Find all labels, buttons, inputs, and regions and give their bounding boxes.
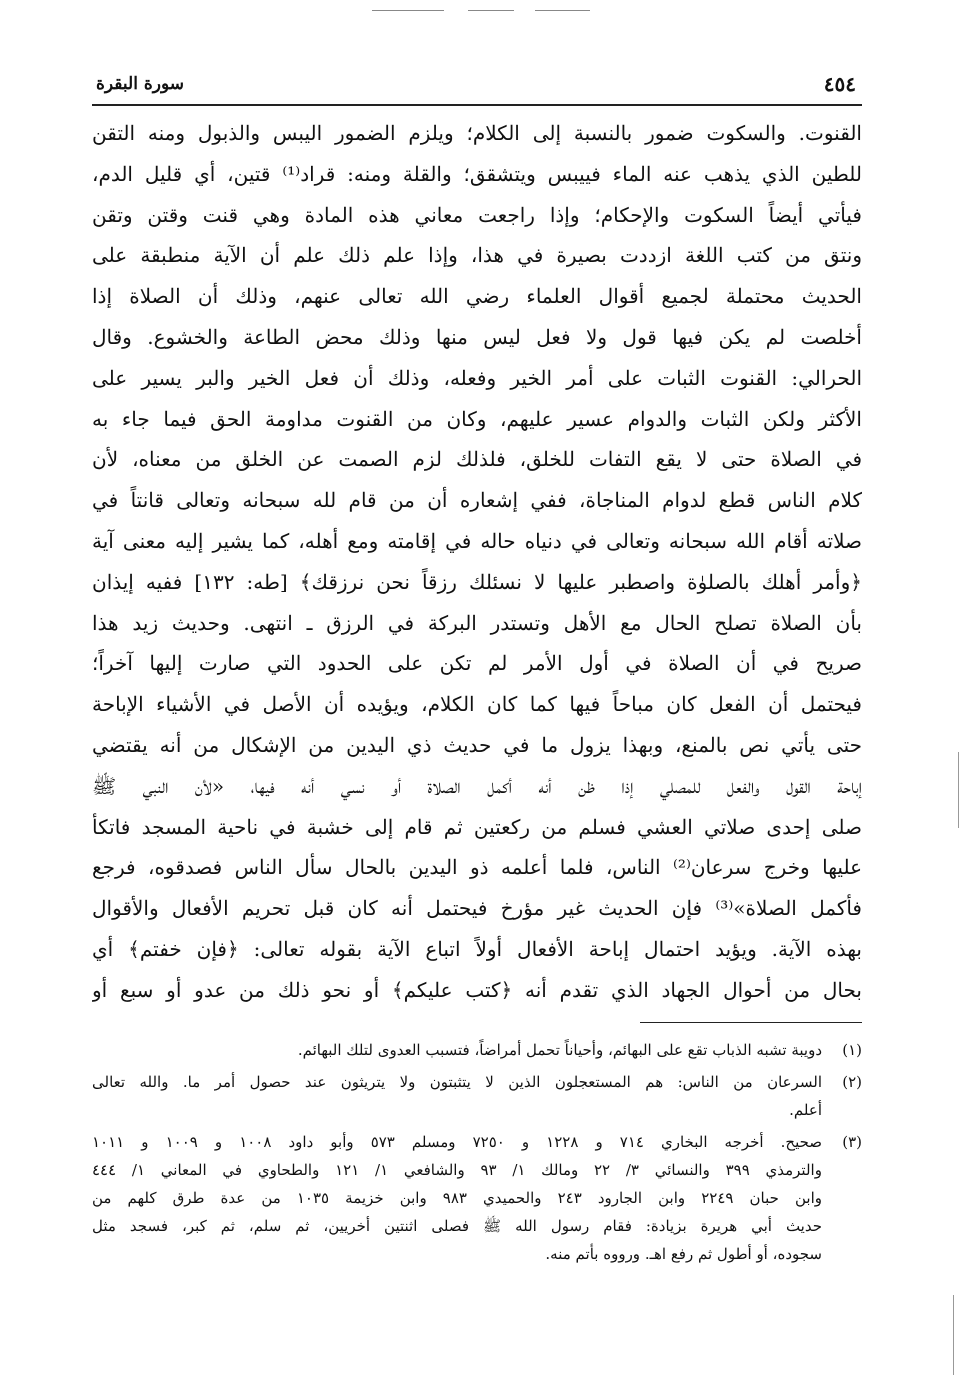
top-rule (535, 10, 590, 11)
text-line: القنوت. والسكوت ضمور بالنسبة إلى الكلام؛ ويلزم الضمور اليبس والذبول ومنه التقن (92, 121, 862, 145)
scan-edge-mark (958, 752, 959, 828)
footnote-line: أعلم. (789, 1101, 822, 1119)
text-line: صريح في أن الصلاة في أول الأمر لم تكن على الحدود التي صارت إليها آخراً؛ (92, 651, 862, 676)
footnote-text (92, 1068, 822, 1124)
text-line: فيحتمل أن الفعل كان مباحاً فيها كما كان الكلام، ويؤيده أن الأصل في الأشياء الإباحة (92, 692, 862, 717)
footnote (92, 1036, 862, 1064)
text-line: أخلصت لم يكن فيها قول ولا فعل ليس منها وذلك محض الطاعة والخشوع. وقال (92, 324, 862, 349)
footnote-line: سجوده، أو أطول ثم رفع اهـ. ورووه بأتم منه. (545, 1245, 822, 1263)
text-line: صلاته أقام الله سبحانه وتعالى في دنياه حاله في إقامته ومع أهله، كما يشير إليه معنى آية (92, 528, 862, 553)
text-line: فأكمل الصلاة»⁽³⁾ فإن الحديث غير مؤرخ فيحتمل أنه كان قبل تحريم الأفعال والأقوال (92, 896, 862, 921)
page-number: ٤٥٤ (823, 72, 856, 96)
footnote-text (92, 1036, 822, 1064)
page-header (92, 68, 862, 104)
text-line: بهذه الآية. ويؤيد احتمال إباحة الأفعال أولاً اتباع الآية بقوله تعالى: ﴿فإن خفتم﴾ أي (92, 936, 862, 961)
header-divider (92, 104, 862, 106)
main-text (92, 113, 862, 1011)
text-line: للطين الذي يذهب عنه الماء فييبس ويتشقق؛ والقلة ومنه: قراد⁽¹⁾ قتين، أي قليل الدم، (92, 161, 862, 186)
footnote-line: والترمذي ٣٩٩ والنسائي ٣/ ٢٢ ومالك ١/ ٩٣ والشافعي ١/ ١٢١ والطحاوي في المعاني ١/ ٤٤٤ (92, 1161, 822, 1179)
text-line: الحرالي: القنوت الثبات على أمر الخير وفعله، وذلك أن فعل الخير والبر يسير على (92, 365, 862, 390)
footnote-line: حديث أبي هريرة بزيادة: فقام رسول الله ﷺ فصلى اثنتين أخريين، ثم سلم، ثم كبر، فسجد مثل (92, 1217, 822, 1235)
footnote (92, 1068, 862, 1124)
text-line: ونتق من كتب اللغة ازددت بصيرة في هذا، وإذا علم ذلك علم أن الآية منطبقة على (92, 243, 862, 268)
top-rule (372, 10, 444, 11)
footnote-line: دويبة تشبه الذباب تقع على البهائم، وأحياناً تحمل أمراضاً، فتسبب العدوى لتلك البهائم. (297, 1041, 822, 1059)
running-title: سورة البقرة (96, 74, 184, 94)
text-line: صلى إحدى صلاتي العشي فسلم من ركعتين ثم قام إلى خشبة في ناحية المسجد فاتكأ (92, 814, 862, 839)
text-line: في الصلاة حتى لا يقع التفات للخلق، فلذلك لزم الصمت عن الخلق من معناه، لأن (92, 447, 862, 472)
footnote-divider (640, 1022, 862, 1023)
footnote-number: (١) (842, 1041, 862, 1059)
footnote-number: (٣) (842, 1133, 862, 1151)
text-line: حتى يأتي نص بالمنع، وبهذا يزول ما في حديث ذي اليدين من الإشكال من أنه يقتضي (92, 732, 862, 757)
footnote-text (92, 1128, 822, 1268)
top-rule (468, 10, 514, 11)
footnote-line: وابن حبان ٢٢٤٩ وابن الجارود ٢٤٣ والحميدي ٩٨٣ وابن خزيمة ١٠٣٥ من عدة طرق كلهم من (92, 1189, 822, 1207)
footnotes (92, 1036, 862, 1272)
footnote-number: (٢) (842, 1073, 862, 1091)
text-line: فيأتي أيضاً السكوت والإحكام؛ وإذا راجعت معاني هذه المادة وهي قنت وقتن وتقن (92, 202, 862, 227)
footnote-line: السرعان من الناس: هم المستعجلون الذين لا يتثبتون ولا يتريثون عند حصول أمر ما. والله تعالى (92, 1073, 822, 1091)
text-line: بأن الصلاة تصلح الحال مع الأهل وتستدر البركة في الرزق ـ انتهى. وحديث زيد هذا (92, 610, 862, 635)
text-line: بحال من أحوال الجهاد الذي تقدم أنه ﴿كتب عليكم﴾ أو نحو ذلك من عدو أو سبع أو (92, 977, 862, 1002)
scan-edge-mark (953, 1295, 954, 1375)
text-line: ﴿وأمر أهلك بالصلوٰة واصطبر عليها لا نسئلك رزقاً نحن نرزقك﴾ [طه: ١٣٢] ففيه إيذان (92, 569, 862, 594)
footnote-line: صحيح. أخرجه البخاري ٧١٤ و ١٢٢٨ و ٧٢٥٠ ومسلم ٥٧٣ وأبو داود ١٠٠٨ و ١٠٠٩ و ١٠١١ (92, 1133, 822, 1151)
text-line: الأكثر ولكن الثبات والدوام عسير عليهم، وكان من القنوت مداومة الحق فيما جاء به (92, 406, 862, 431)
text-line: الحديث محتملة لجميع أقوال العلماء رضي الله تعالى عنهم، وذلك أن الصلاة إذا (92, 284, 862, 309)
footnote (92, 1128, 862, 1268)
text-line: كلام الناس قطع لدوام المناجاة، ففي إشعاره أن من قام لله سبحانه وتعالى قانتاً في (92, 488, 862, 513)
text-line: عليها وخرج سرعان⁽²⁾ الناس، فلما أعلمه ذو اليدين بالحال سأل الناس فصدقوه، فرجع (92, 855, 862, 880)
text-line: إباحة القول والفعل للمصلي إذا ظن أنه أكمل الصلاة أو نسي أنه فيها، «لأن النبي ﷺ (92, 773, 862, 798)
